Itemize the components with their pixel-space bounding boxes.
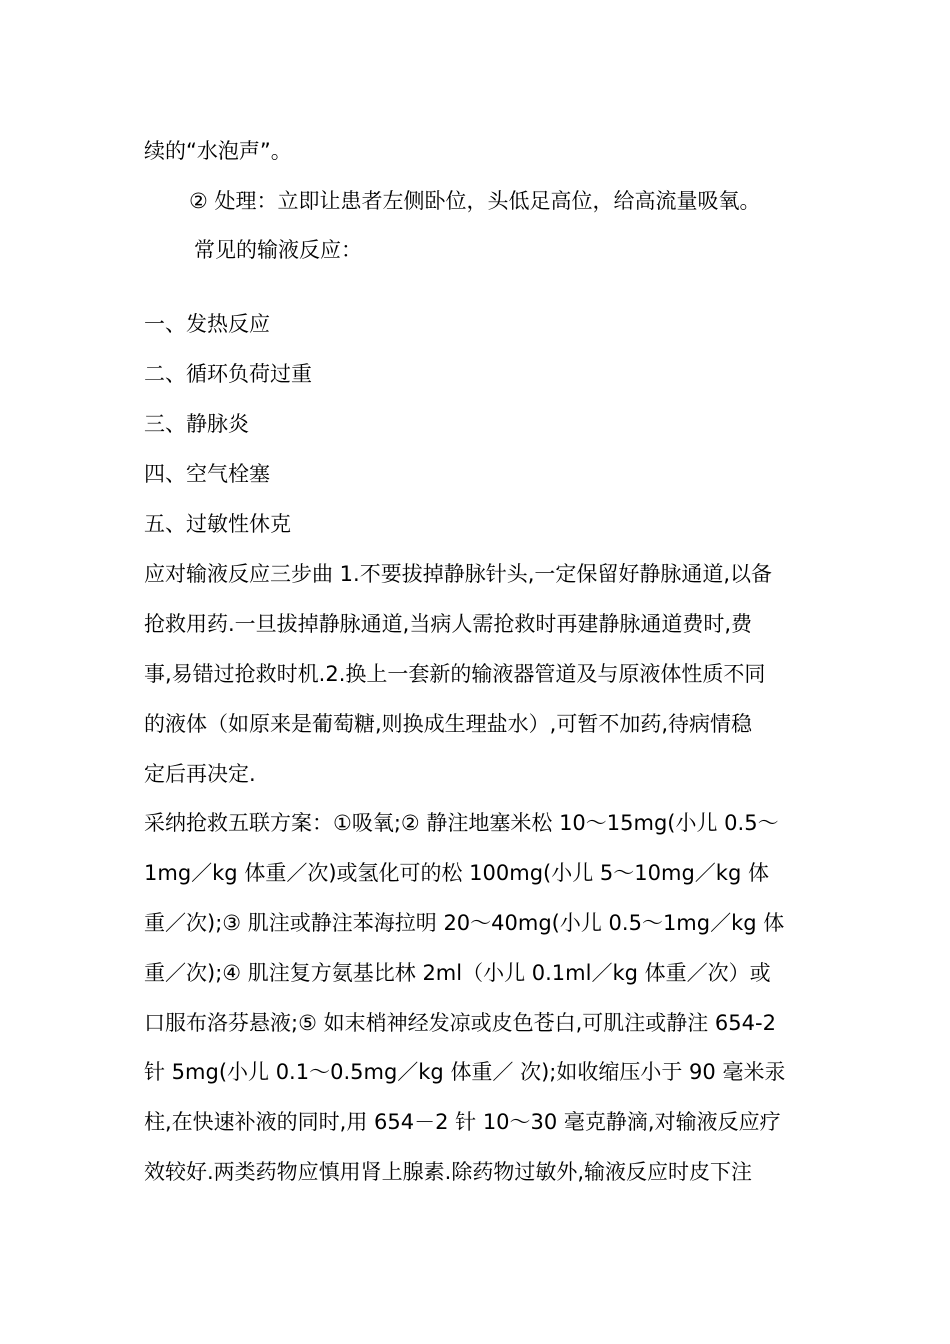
intro-line-1: 续的“水泡声”。 bbox=[144, 139, 292, 163]
paragraph-line: 针 5mg(小儿 0.1～0.5mg／kg 体重／ 次);如收缩压小于 90 毫米汞 bbox=[144, 1060, 786, 1084]
paragraph-line: 效较好.两类药物应慎用肾上腺素.除药物过敏外,输液反应时皮下注 bbox=[144, 1160, 753, 1184]
intro-line-2: ② 处理：立即让患者左侧卧位，头低足高位，给高流量吸氧。 bbox=[189, 189, 761, 213]
intro-line-3: 常见的输液反应： bbox=[194, 238, 362, 262]
list-item: 二、循环负荷过重 bbox=[144, 362, 312, 386]
paragraph-line: 重／次);③ 肌注或静注苯海拉明 20～40mg(小儿 0.5～1mg／kg 体 bbox=[144, 911, 785, 935]
paragraph-line: 采纳抢救五联方案：①吸氧;② 静注地塞米松 10～15mg(小儿 0.5～ bbox=[144, 811, 779, 835]
list-item: 四、空气栓塞 bbox=[144, 462, 270, 486]
paragraph-line: 定后再决定. bbox=[144, 762, 256, 786]
paragraph-line: 口服布洛芬悬液;⑤ 如末梢神经发凉或皮色苍白,可肌注或静注 654-2 bbox=[144, 1011, 776, 1035]
paragraph-line: 应对输液反应三步曲 1.不要拔掉静脉针头,一定保留好静脉通道,以备 bbox=[144, 562, 773, 586]
paragraph-line: 抢救用药.一旦拔掉静脉通道,当病人需抢救时再建静脉通道费时,费 bbox=[144, 612, 753, 636]
paragraph-line: 事,易错过抢救时机.2.换上一套新的输液器管道及与原液体性质不同 bbox=[144, 662, 766, 686]
list-item: 五、过敏性休克 bbox=[144, 512, 291, 536]
list-item: 三、静脉炎 bbox=[144, 412, 249, 436]
paragraph-line: 的液体（如原来是葡萄糖,则换成生理盐水）,可暂不加药,待病情稳 bbox=[144, 712, 753, 736]
paragraph-line: 1mg／kg 体重／次)或氢化可的松 100mg(小儿 5～10mg／kg 体 bbox=[144, 861, 769, 885]
list-item: 一、发热反应 bbox=[144, 312, 270, 336]
paragraph-line: 柱,在快速补液的同时,用 654－2 针 10～30 毫克静滴,对输液反应疗 bbox=[144, 1110, 781, 1134]
paragraph-line: 重／次);④ 肌注复方氨基比林 2ml（小儿 0.1ml／kg 体重／次）或 bbox=[144, 961, 771, 985]
